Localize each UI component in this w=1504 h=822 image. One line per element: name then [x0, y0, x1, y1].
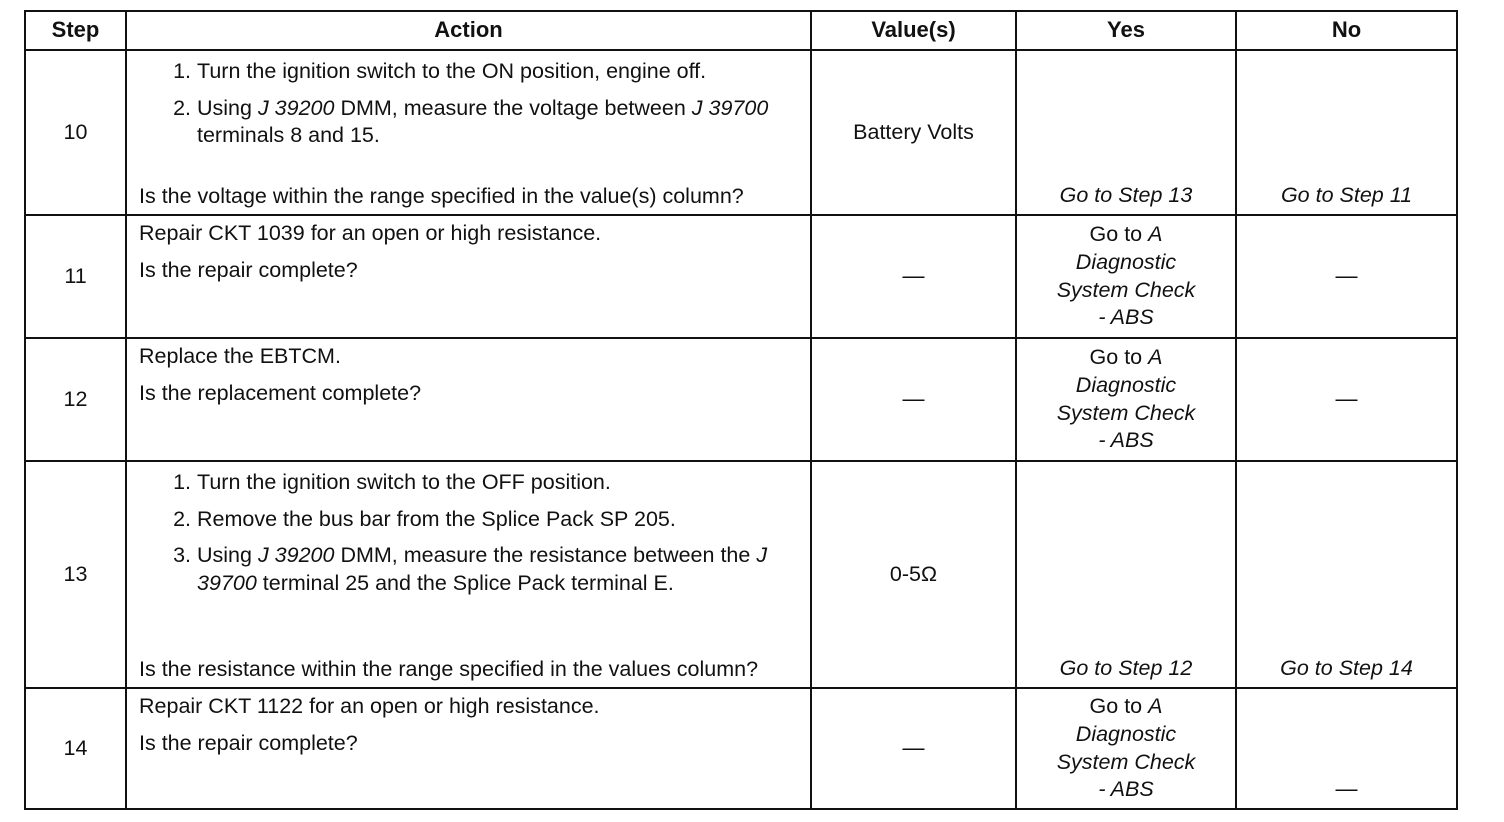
action-question: Is the resistance within the range specified in the values column? [139, 657, 759, 682]
no-cell: — [1236, 688, 1457, 809]
header-step: Step [25, 11, 126, 50]
value-cell: Battery Volts [811, 50, 1016, 215]
action-steps [139, 469, 798, 606]
action-step: 3. Using J 39200 DMM, measure the resistance between the J 39700 terminal 25 and the Splice Pack terminal E. [197, 542, 798, 597]
action-text: Repair CKT 1122 for an open or high resistance. [139, 694, 600, 718]
step-number: 13 [25, 461, 126, 688]
action-cell [126, 215, 811, 338]
no-cell [1236, 50, 1457, 215]
yes-cell: Go to A Diagnostic System Check - ABS [1016, 688, 1236, 809]
action-cell [126, 338, 811, 461]
tool-ref: J 39700 [197, 543, 768, 595]
no-cell: — [1236, 215, 1457, 338]
yes-cell: Go to A Diagnostic System Check - ABS [1016, 215, 1236, 338]
table-row [25, 50, 1457, 215]
action-steps [139, 58, 798, 159]
header-yes: Yes [1016, 11, 1236, 50]
goto-step-link[interactable]: Go to Step 11 [1280, 183, 1413, 208]
goto-step-link[interactable]: Go to Step 14 [1280, 656, 1413, 681]
header-row [25, 11, 1457, 50]
yes-cell [1016, 461, 1236, 688]
step-number: 10 [25, 50, 126, 215]
tool-ref: J 39200 [257, 543, 335, 568]
action-question: Is the repair complete? [139, 257, 358, 282]
action-question: Is the replacement complete? [139, 380, 422, 405]
action-question: Is the repair complete? [139, 730, 358, 755]
action-cell [126, 688, 811, 809]
step-number: 11 [25, 215, 126, 338]
diagnostic-check-link[interactable]: A Diagnostic System Check - ABS [1056, 345, 1196, 453]
action-text: Replace the EBTCM. [139, 344, 341, 368]
action-text: Repair CKT 1039 for an open or high resistance. [139, 221, 602, 245]
diagnostic-check-link[interactable]: A Diagnostic System Check - ABS [1056, 222, 1196, 330]
header-action: Action [126, 11, 811, 50]
value-cell: — [811, 215, 1016, 338]
header-no: No [1236, 11, 1457, 50]
yes-cell [1016, 50, 1236, 215]
table-row [25, 688, 1457, 809]
goto-step-link[interactable]: Go to Step 13 [1059, 183, 1193, 208]
no-cell: — [1236, 338, 1457, 461]
tool-ref: J 39700 [691, 95, 769, 120]
goto-step-link[interactable]: Go to Step 12 [1059, 656, 1193, 681]
action-step: 1. Turn the ignition switch to the ON position, engine off. [197, 58, 798, 86]
value-cell: — [811, 338, 1016, 461]
yes-cell: Go to A Diagnostic System Check - ABS [1016, 338, 1236, 461]
table-row [25, 461, 1457, 688]
action-question: Is the voltage within the range specified in the value(s) column? [139, 184, 744, 209]
header-values: Value(s) [811, 11, 1016, 50]
action-cell [126, 50, 811, 215]
step-number: 14 [25, 688, 126, 809]
no-cell [1236, 461, 1457, 688]
step-number: 12 [25, 338, 126, 461]
diagnostic-table [24, 10, 1458, 810]
value-cell: 0-5Ω [811, 461, 1016, 688]
action-step: 2. Remove the bus bar from the Splice Pack SP 205. [197, 506, 798, 534]
table-row [25, 338, 1457, 461]
diagnostic-check-link[interactable]: A Diagnostic System Check - ABS [1056, 694, 1196, 802]
table-row [25, 215, 1457, 338]
value-cell: — [811, 688, 1016, 809]
action-step: 2. Using J 39200 DMM, measure the voltage between J 39700 terminals 8 and 15. [197, 95, 798, 150]
tool-ref: J 39200 [257, 95, 335, 120]
action-step: 1. Turn the ignition switch to the OFF position. [197, 469, 798, 497]
action-cell [126, 461, 811, 688]
